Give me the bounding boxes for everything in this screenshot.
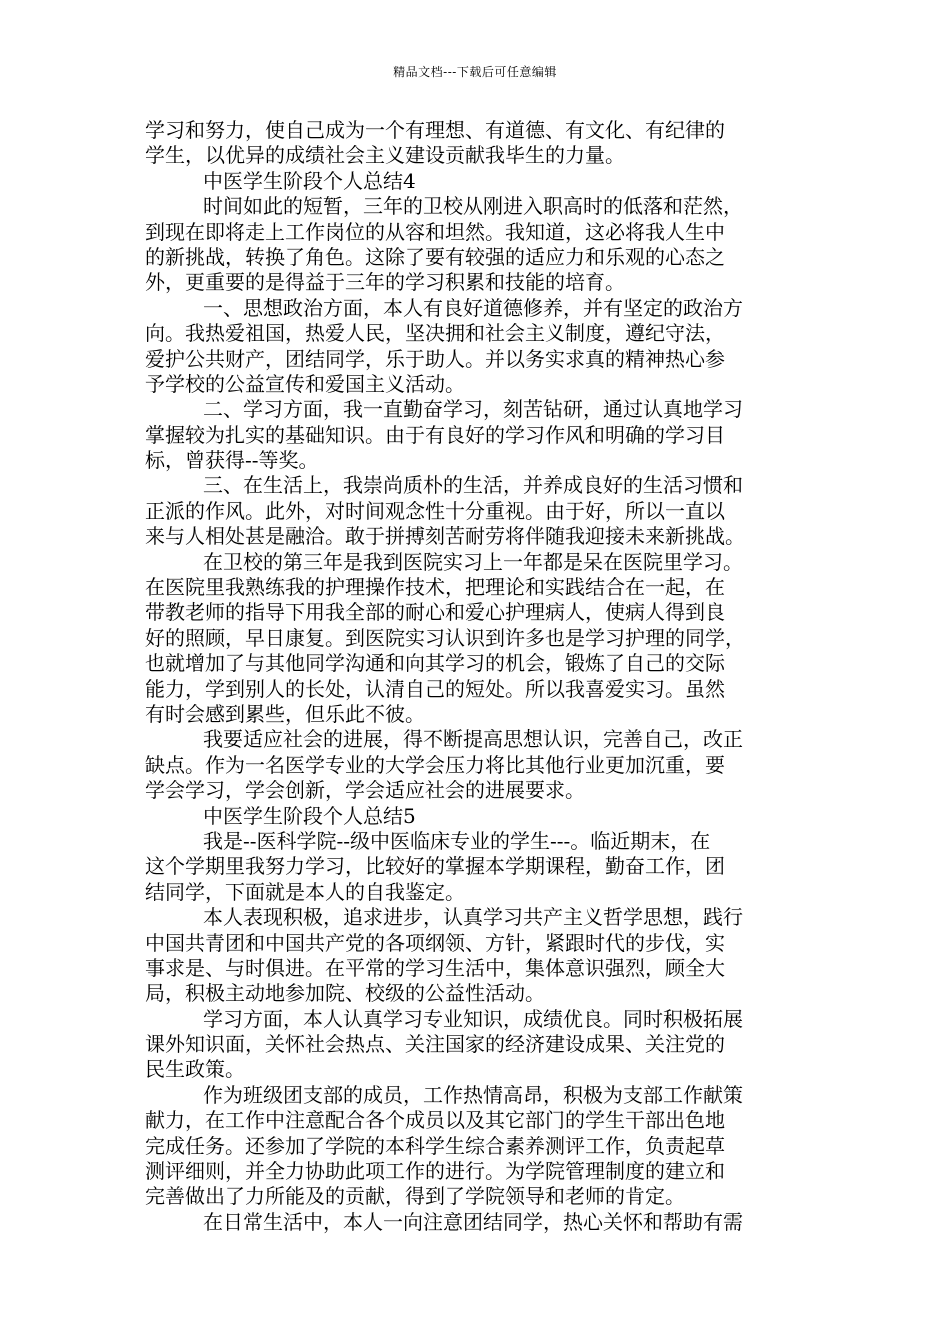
document-body	[145, 118, 817, 1235]
text-line: 献力，在工作中注意配合各个成员以及其它部门的学生干部出色地	[145, 1108, 725, 1133]
text-line: 在卫校的第三年是我到医院实习上一年都是呆在医院里学习。	[203, 549, 743, 574]
text-line: 的新挑战，转换了角色。这除了要有较强的适应力和乐观的心态之	[145, 244, 725, 269]
text-line: 局，积极主动地参加院、校级的公益性活动。	[145, 981, 545, 1006]
text-line: 有时会感到累些，但乐此不彼。	[145, 701, 425, 726]
text-line: 予学校的公益宣传和爱国主义活动。	[145, 371, 465, 396]
text-line: 学习方面，本人认真学习专业知识，成绩优良。同时积极拓展	[203, 1006, 743, 1031]
text-line: 这个学期里我努力学习，比较好的掌握本学期课程，勤奋工作，团	[145, 854, 725, 879]
text-line: 爱护公共财产，团结同学，乐于助人。并以务实求真的精神热心参	[145, 346, 725, 371]
text-line: 掌握较为扎实的基础知识。由于有良好的学习作风和明确的学习目	[145, 422, 725, 447]
text-line: 事求是、与时俱进。在平常的学习生活中，集体意识强烈，顾全大	[145, 955, 725, 980]
text-line: 我是--医科学院--级中医临床专业的学生---。临近期末，在	[203, 828, 711, 853]
text-line: 在医院里我熟练我的护理操作技术，把理论和实践结合在一起，在	[145, 575, 725, 600]
text-line: 三、在生活上，我崇尚质朴的生活，并养成良好的生活习惯和	[203, 473, 743, 498]
text-line: 本人表现积极，追求进步，认真学习共产主义哲学思想，践行	[203, 905, 743, 930]
text-line: 到现在即将走上工作岗位的从容和坦然。我知道，这必将我人生中	[145, 219, 725, 244]
text-line: 学会学习，学会创新，学会适应社会的进展要求。	[145, 778, 585, 803]
text-line: 来与人相处甚是融洽。敢于拼搏刻苦耐劳将伴随我迎接未来新挑战。	[145, 524, 745, 549]
text-line: 学习和努力，使自己成为一个有理想、有道德、有文化、有纪律的	[145, 118, 725, 142]
text-line: 标，曾获得--等奖。	[145, 448, 319, 473]
text-line: 测评细则，并全力协助此项工作的进行。为学院管理制度的建立和	[145, 1159, 725, 1184]
text-line: 正派的作风。此外，对时间观念性十分重视。由于好，所以一直以	[145, 498, 725, 523]
text-line: 民生政策。	[145, 1057, 245, 1082]
text-line: 作为班级团支部的成员，工作热情高昂，积极为支部工作献策	[203, 1082, 743, 1107]
text-line: 中国共青团和中国共产党的各项纲领、方针，紧跟时代的步伐，实	[145, 930, 725, 955]
text-line: 结同学，下面就是本人的自我鉴定。	[145, 879, 465, 904]
text-line: 向。我热爱祖国，热爱人民，坚决拥和社会主义制度，遵纪守法，	[145, 321, 725, 346]
text-line: 课外知识面，关怀社会热点、关注国家的经济建设成果、关注党的	[145, 1032, 725, 1057]
page-header: 精品文档---下载后可任意编辑	[393, 65, 557, 79]
text-line: 我要适应社会的进展，得不断提高思想认识，完善自己，改正	[203, 727, 743, 752]
text-line: 中医学生阶段个人总结4	[203, 168, 416, 193]
text-line: 好的照顾，早日康复。到医院实习认识到许多也是学习护理的同学，	[145, 625, 745, 650]
text-line: 时间如此的短暂，三年的卫校从刚进入职高时的低落和茫然，	[203, 194, 743, 219]
text-line: 外，更重要的是得益于三年的学习积累和技能的培育。	[145, 270, 625, 295]
text-line: 也就增加了与其他同学沟通和向其学习的机会，锻炼了自己的交际	[145, 651, 725, 676]
text-line: 二、学习方面，我一直勤奋学习，刻苦钻研，通过认真地学习	[203, 397, 743, 422]
text-line: 中医学生阶段个人总结5	[203, 803, 416, 828]
text-line: 缺点。作为一名医学专业的大学会压力将比其他行业更加沉重，要	[145, 752, 725, 777]
text-line: 能力，学到别人的长处，认清自己的短处。所以我喜爱实习。虽然	[145, 676, 725, 701]
text-line: 带教老师的指导下用我全部的耐心和爱心护理病人，使病人得到良	[145, 600, 725, 625]
text-line: 完善做出了力所能及的贡献，得到了学院领导和老师的肯定。	[145, 1184, 685, 1209]
text-line: 一、思想政治方面，本人有良好道德修养，并有坚定的政治方	[203, 295, 743, 320]
text-line: 在日常生活中，本人一向注意团结同学，热心关怀和帮助有需	[203, 1209, 743, 1234]
text-line: 完成任务。还参加了学院的本科学生综合素养测评工作，负责起草	[145, 1133, 725, 1158]
text-line: 学生，以优异的成绩社会主义建设贡献我毕生的力量。	[145, 143, 625, 168]
